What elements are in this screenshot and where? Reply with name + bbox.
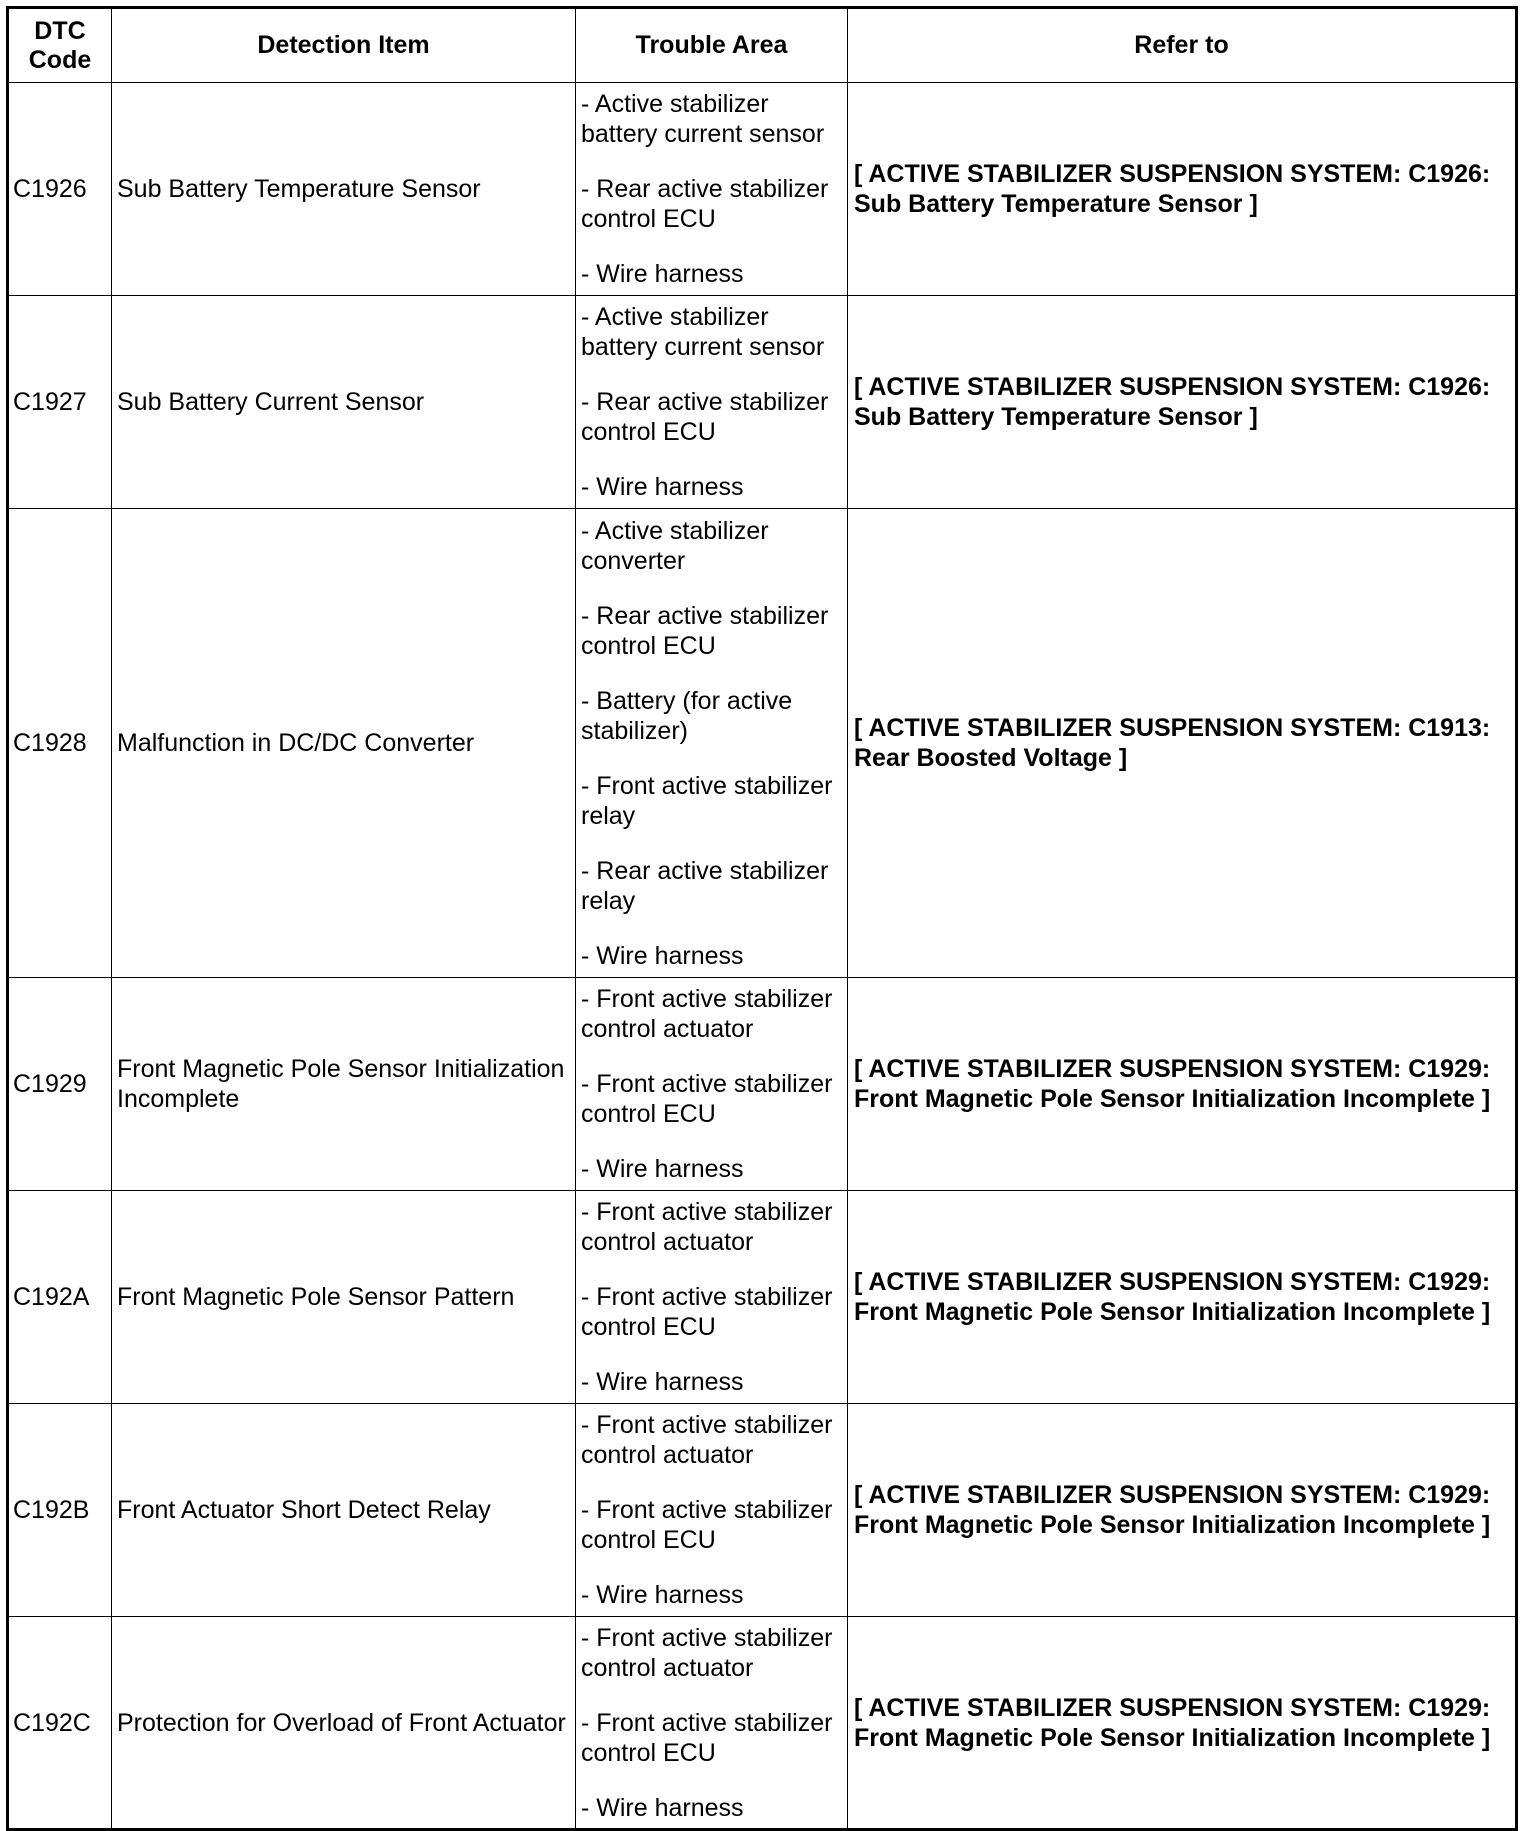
trouble-area-entry: - Active stabilizer battery current sensor — [581, 90, 825, 148]
trouble-area-cell — [576, 1191, 848, 1404]
trouble-area-entry: - Front active stabilizer control ECU — [581, 1283, 833, 1341]
table-body — [8, 83, 1517, 1830]
refer-to-cell: [ ACTIVE STABILIZER SUSPENSION SYSTEM: C1913: Rear Boosted Voltage ] — [848, 509, 1517, 978]
dtc-code-cell: C1928 — [8, 509, 112, 978]
dtc-table — [6, 6, 1518, 1831]
trouble-area-entry: - Wire harness — [581, 1155, 744, 1183]
detection-item-cell: Front Magnetic Pole Sensor Initialization Incomplete — [112, 978, 576, 1191]
trouble-area-entry: - Wire harness — [581, 941, 744, 970]
table-row — [8, 1404, 1517, 1617]
header-refer-to: Refer to — [848, 8, 1517, 83]
trouble-area-entry: - Rear active stabilizer control ECU — [581, 601, 829, 660]
trouble-area-entry: - Front active stabilizer control ECU — [581, 1708, 833, 1767]
trouble-area-entry: - Wire harness — [581, 1793, 744, 1822]
refer-to-cell: [ ACTIVE STABILIZER SUSPENSION SYSTEM: C1929: Front Magnetic Pole Sensor Initialization Incomplete ] — [848, 1191, 1517, 1404]
refer-to-cell: [ ACTIVE STABILIZER SUSPENSION SYSTEM: C1926: Sub Battery Temperature Sensor ] — [848, 296, 1517, 509]
trouble-area-cell — [576, 296, 848, 509]
trouble-area-entry: - Rear active stabilizer relay — [581, 856, 829, 915]
detection-item-cell: Protection for Overload of Front Actuator — [112, 1617, 576, 1830]
header-detection-item: Detection Item — [112, 8, 576, 83]
trouble-area-entry: - Front active stabilizer control actuator — [581, 1623, 833, 1682]
trouble-area-entry: - Active stabilizer battery current sensor — [581, 303, 825, 361]
detection-item-cell: Sub Battery Temperature Sensor — [112, 83, 576, 296]
refer-to-cell: [ ACTIVE STABILIZER SUSPENSION SYSTEM: C1929: Front Magnetic Pole Sensor Initialization Incomplete ] — [848, 978, 1517, 1191]
trouble-area-cell — [576, 1617, 848, 1830]
trouble-area-entry: - Front active stabilizer relay — [581, 771, 833, 830]
table-row — [8, 509, 1517, 978]
trouble-area-entry: - Rear active stabilizer control ECU — [581, 388, 829, 446]
trouble-area-entry: - Battery (for active stabilizer) — [581, 686, 793, 745]
dtc-code-cell: C1927 — [8, 296, 112, 509]
dtc-code-cell: C1926 — [8, 83, 112, 296]
trouble-area-cell — [576, 1404, 848, 1617]
trouble-area-entry: - Rear active stabilizer control ECU — [581, 175, 829, 233]
trouble-area-entry: - Front active stabilizer control actuator — [581, 1198, 833, 1256]
detection-item-cell: Malfunction in DC/DC Converter — [112, 509, 576, 978]
dtc-code-cell: C1929 — [8, 978, 112, 1191]
trouble-area-cell — [576, 978, 848, 1191]
trouble-area-entry: - Front active stabilizer control ECU — [581, 1070, 833, 1128]
dtc-code-cell: C192B — [8, 1404, 112, 1617]
header-trouble-area: Trouble Area — [576, 8, 848, 83]
header-row — [8, 8, 1517, 83]
dtc-code-cell: C192A — [8, 1191, 112, 1404]
dtc-code-cell: C192C — [8, 1617, 112, 1830]
table-row — [8, 1191, 1517, 1404]
trouble-area-entry: - Front active stabilizer control actuator — [581, 985, 833, 1043]
trouble-area-cell — [576, 83, 848, 296]
detection-item-cell: Front Magnetic Pole Sensor Pattern — [112, 1191, 576, 1404]
trouble-area-entry: - Wire harness — [581, 473, 744, 501]
table-row — [8, 1617, 1517, 1830]
refer-to-cell: [ ACTIVE STABILIZER SUSPENSION SYSTEM: C1929: Front Magnetic Pole Sensor Initialization Incomplete ] — [848, 1617, 1517, 1830]
trouble-area-entry: - Front active stabilizer control ECU — [581, 1496, 833, 1554]
trouble-area-entry: - Wire harness — [581, 1581, 744, 1609]
refer-to-cell: [ ACTIVE STABILIZER SUSPENSION SYSTEM: C1926: Sub Battery Temperature Sensor ] — [848, 83, 1517, 296]
header-dtc-code: DTC Code — [8, 8, 112, 83]
detection-item-cell: Sub Battery Current Sensor — [112, 296, 576, 509]
trouble-area-entry: - Active stabilizer converter — [581, 516, 769, 575]
table-row — [8, 978, 1517, 1191]
trouble-area-entry: - Wire harness — [581, 1368, 744, 1396]
table-row — [8, 296, 1517, 509]
trouble-area-cell — [576, 509, 848, 978]
trouble-area-entry: - Front active stabilizer control actuator — [581, 1411, 833, 1469]
table-header — [8, 8, 1517, 83]
detection-item-cell: Front Actuator Short Detect Relay — [112, 1404, 576, 1617]
trouble-area-entry: - Wire harness — [581, 260, 744, 288]
table-row — [8, 83, 1517, 296]
refer-to-cell: [ ACTIVE STABILIZER SUSPENSION SYSTEM: C1929: Front Magnetic Pole Sensor Initialization Incomplete ] — [848, 1404, 1517, 1617]
